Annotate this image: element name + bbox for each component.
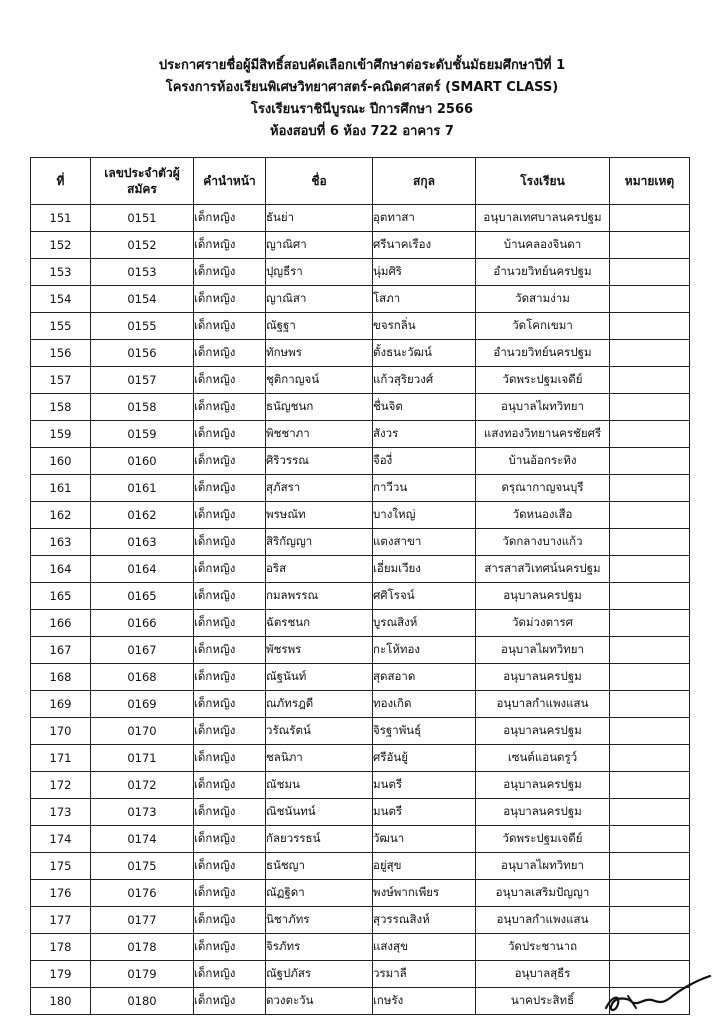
cell-first-name: พัชรพร: [266, 637, 373, 664]
cell-applicant-id: 0179: [91, 961, 194, 988]
cell-last-name: วรมาลี: [373, 961, 476, 988]
cell-prefix: เด็กหญิง: [194, 556, 266, 583]
cell-no: 169: [31, 691, 91, 718]
cell-no: 155: [31, 313, 91, 340]
cell-last-name: ชื่นจิต: [373, 394, 476, 421]
table-row: [31, 394, 690, 421]
cell-last-name: จิรฐาพันธุ์: [373, 718, 476, 745]
cell-prefix: เด็กหญิง: [194, 232, 266, 259]
cell-applicant-id: 0172: [91, 772, 194, 799]
cell-note: [610, 745, 690, 772]
column-header-note: หมายเหตุ: [610, 158, 690, 205]
cell-applicant-id: 0159: [91, 421, 194, 448]
cell-no: 160: [31, 448, 91, 475]
cell-applicant-id: 0152: [91, 232, 194, 259]
cell-note: [610, 367, 690, 394]
cell-first-name: ปุญธีรา: [266, 259, 373, 286]
cell-applicant-id: 0171: [91, 745, 194, 772]
cell-note: [610, 205, 690, 232]
cell-applicant-id: 0156: [91, 340, 194, 367]
cell-last-name: ทองเกิด: [373, 691, 476, 718]
column-header-first-name: ชื่อ: [266, 158, 373, 205]
cell-school: วัดม่วงตารศ: [476, 610, 610, 637]
table-row: [31, 691, 690, 718]
cell-first-name: ทักษพร: [266, 340, 373, 367]
table-row: [31, 529, 690, 556]
cell-last-name: แตงสาขา: [373, 529, 476, 556]
cell-prefix: เด็กหญิง: [194, 934, 266, 961]
cell-prefix: เด็กหญิง: [194, 340, 266, 367]
cell-note: [610, 583, 690, 610]
cell-no: 177: [31, 907, 91, 934]
cell-first-name: ฉัตรชนก: [266, 610, 373, 637]
column-header-applicant-id: เลขประจำตัวผู้สมัคร: [91, 158, 194, 205]
cell-applicant-id: 0154: [91, 286, 194, 313]
cell-school: นาคประสิทธิ์: [476, 988, 610, 1015]
cell-prefix: เด็กหญิง: [194, 961, 266, 988]
cell-last-name: อุตทาสา: [373, 205, 476, 232]
table-row: [31, 556, 690, 583]
cell-first-name: ณิชนันทน์: [266, 799, 373, 826]
cell-school: วัดสามง่าม: [476, 286, 610, 313]
cell-school: วัดพระปฐมเจดีย์: [476, 367, 610, 394]
cell-note: [610, 934, 690, 961]
cell-school: อนุบาลนครปฐม: [476, 772, 610, 799]
cell-applicant-id: 0164: [91, 556, 194, 583]
cell-note: [610, 853, 690, 880]
cell-prefix: เด็กหญิง: [194, 988, 266, 1015]
cell-first-name: ศิริวรรณ: [266, 448, 373, 475]
table-row: [31, 880, 690, 907]
cell-no: 170: [31, 718, 91, 745]
cell-school: อนุบาลเทศบาลนครปฐม: [476, 205, 610, 232]
cell-school: อนุบาลไผทวิทยา: [476, 637, 610, 664]
cell-no: 152: [31, 232, 91, 259]
cell-first-name: ณภัทรฎดี: [266, 691, 373, 718]
cell-prefix: เด็กหญิง: [194, 205, 266, 232]
table-header-row: [31, 158, 690, 205]
table-row: [31, 286, 690, 313]
cell-last-name: ศรีนาคเรือง: [373, 232, 476, 259]
cell-note: [610, 529, 690, 556]
table-row: [31, 232, 690, 259]
cell-last-name: แก้วสุริยวงศ์: [373, 367, 476, 394]
cell-last-name: บางใหญ่: [373, 502, 476, 529]
cell-prefix: เด็กหญิง: [194, 529, 266, 556]
heading-line-3: โรงเรียนราชินีบูรณะ ปีการศึกษา 2566: [250, 102, 474, 117]
cell-note: [610, 394, 690, 421]
cell-applicant-id: 0167: [91, 637, 194, 664]
table-body: [31, 205, 690, 1015]
cell-school: วัดประชานาถ: [476, 934, 610, 961]
cell-school: แสงทองวิทยานครชัยศรี: [476, 421, 610, 448]
cell-no: 161: [31, 475, 91, 502]
cell-prefix: เด็กหญิง: [194, 421, 266, 448]
cell-applicant-id: 0163: [91, 529, 194, 556]
cell-no: 172: [31, 772, 91, 799]
cell-note: [610, 907, 690, 934]
cell-school: อำนวยวิทย์นครปฐม: [476, 340, 610, 367]
cell-no: 162: [31, 502, 91, 529]
cell-first-name: พิชชาภา: [266, 421, 373, 448]
cell-applicant-id: 0158: [91, 394, 194, 421]
cell-applicant-id: 0151: [91, 205, 194, 232]
cell-applicant-id: 0165: [91, 583, 194, 610]
cell-last-name: พงษ์พากเพียร: [373, 880, 476, 907]
cell-note: [610, 772, 690, 799]
cell-note: [610, 475, 690, 502]
cell-last-name: สังวร: [373, 421, 476, 448]
cell-last-name: โสภา: [373, 286, 476, 313]
cell-school: อนุบาลนครปฐม: [476, 583, 610, 610]
cell-last-name: เกษรัง: [373, 988, 476, 1015]
cell-prefix: เด็กหญิง: [194, 826, 266, 853]
cell-note: [610, 313, 690, 340]
cell-no: 151: [31, 205, 91, 232]
cell-last-name: ศศิโรจน์: [373, 583, 476, 610]
cell-applicant-id: 0169: [91, 691, 194, 718]
cell-note: [610, 799, 690, 826]
signature-image: [598, 972, 718, 1024]
cell-first-name: ธนัชญา: [266, 853, 373, 880]
cell-applicant-id: 0176: [91, 880, 194, 907]
heading-line-1: ประกาศรายชื่อผู้มีสิทธิ์สอบคัดเลือกเข้าศึกษาต่อระดับชั้นมัธยมศึกษาปีที่ 1: [158, 58, 566, 73]
cell-no: 176: [31, 880, 91, 907]
cell-last-name: แสงสุข: [373, 934, 476, 961]
cell-note: [610, 421, 690, 448]
table-row: [31, 475, 690, 502]
cell-applicant-id: 0178: [91, 934, 194, 961]
cell-first-name: ดวงตะวัน: [266, 988, 373, 1015]
cell-no: 174: [31, 826, 91, 853]
table-row: [31, 583, 690, 610]
cell-no: 178: [31, 934, 91, 961]
cell-prefix: เด็กหญิง: [194, 259, 266, 286]
cell-applicant-id: 0162: [91, 502, 194, 529]
cell-first-name: กมลพรรณ: [266, 583, 373, 610]
cell-note: [610, 880, 690, 907]
cell-prefix: เด็กหญิง: [194, 583, 266, 610]
cell-no: 173: [31, 799, 91, 826]
cell-note: [610, 826, 690, 853]
table-row: [31, 772, 690, 799]
table-row: [31, 340, 690, 367]
column-header-school: โรงเรียน: [476, 158, 610, 205]
cell-school: อนุบาลนครปฐม: [476, 799, 610, 826]
cell-school: วัดโคกเขมา: [476, 313, 610, 340]
column-header-last-name: สกุล: [373, 158, 476, 205]
cell-last-name: มนตรี: [373, 799, 476, 826]
cell-no: 164: [31, 556, 91, 583]
cell-applicant-id: 0175: [91, 853, 194, 880]
cell-note: [610, 448, 690, 475]
cell-last-name: จืองี่: [373, 448, 476, 475]
cell-no: 165: [31, 583, 91, 610]
table-row: [31, 745, 690, 772]
cell-prefix: เด็กหญิง: [194, 880, 266, 907]
cell-no: 154: [31, 286, 91, 313]
heading-line-4: ห้องสอบที่ 6 ห้อง 722 อาคาร 7: [270, 124, 454, 139]
cell-last-name: สุวรรณสิงห์: [373, 907, 476, 934]
cell-first-name: สิริกัญญา: [266, 529, 373, 556]
cell-school: บ้านอ้อกระทิง: [476, 448, 610, 475]
cell-no: 175: [31, 853, 91, 880]
cell-school: อนุบาลนครปฐม: [476, 718, 610, 745]
cell-last-name: บูรณสิงห์: [373, 610, 476, 637]
table-row: [31, 718, 690, 745]
cell-school: อนุบาลสุธีร: [476, 961, 610, 988]
cell-prefix: เด็กหญิง: [194, 907, 266, 934]
cell-prefix: เด็กหญิง: [194, 475, 266, 502]
cell-prefix: เด็กหญิง: [194, 394, 266, 421]
cell-no: 180: [31, 988, 91, 1015]
cell-prefix: เด็กหญิง: [194, 448, 266, 475]
table-row: [31, 853, 690, 880]
cell-prefix: เด็กหญิง: [194, 286, 266, 313]
cell-first-name: ญาณิศา: [266, 232, 373, 259]
cell-no: 159: [31, 421, 91, 448]
cell-note: [610, 691, 690, 718]
cell-first-name: ณัฐนันท์: [266, 664, 373, 691]
column-header-prefix: คำนำหน้า: [194, 158, 266, 205]
heading-line-2: โครงการห้องเรียนพิเศษวิทยาศาสตร์-คณิตศาสตร์ (SMART CLASS): [165, 80, 559, 95]
table-row: [31, 367, 690, 394]
cell-no: 163: [31, 529, 91, 556]
table-row: [31, 934, 690, 961]
table-row: [31, 259, 690, 286]
table-row: [31, 826, 690, 853]
cell-last-name: อยู่สุข: [373, 853, 476, 880]
cell-prefix: เด็กหญิง: [194, 772, 266, 799]
table-row: [31, 421, 690, 448]
cell-first-name: นิชาภัทร: [266, 907, 373, 934]
cell-first-name: ณัฐปภัสร: [266, 961, 373, 988]
cell-prefix: เด็กหญิง: [194, 691, 266, 718]
cell-applicant-id: 0161: [91, 475, 194, 502]
cell-first-name: ชุติกาญจน์: [266, 367, 373, 394]
cell-note: [610, 637, 690, 664]
cell-first-name: วรัณรัตน์: [266, 718, 373, 745]
cell-school: ดรุณากาญจนบุรี: [476, 475, 610, 502]
table-row: [31, 907, 690, 934]
cell-school: อนุบาลนครปฐม: [476, 664, 610, 691]
table-row: [31, 799, 690, 826]
table-row: [31, 664, 690, 691]
cell-school: วัดหนองเสือ: [476, 502, 610, 529]
cell-applicant-id: 0166: [91, 610, 194, 637]
cell-note: [610, 286, 690, 313]
cell-school: วัดกลางบางแก้ว: [476, 529, 610, 556]
cell-applicant-id: 0180: [91, 988, 194, 1015]
table-row: [31, 448, 690, 475]
cell-school: สารสาสวิเทศน์นครปฐม: [476, 556, 610, 583]
cell-applicant-id: 0173: [91, 799, 194, 826]
cell-note: [610, 610, 690, 637]
cell-no: 168: [31, 664, 91, 691]
cell-note: [610, 718, 690, 745]
cell-last-name: นุ่มศิริ: [373, 259, 476, 286]
cell-prefix: เด็กหญิง: [194, 610, 266, 637]
cell-first-name: ณัฐฐา: [266, 313, 373, 340]
cell-last-name: ศรีอันยู้: [373, 745, 476, 772]
cell-school: อำนวยวิทย์นครปฐม: [476, 259, 610, 286]
cell-school: บ้านคลองจินดา: [476, 232, 610, 259]
cell-school: วัดพระปฐมเจดีย์: [476, 826, 610, 853]
cell-first-name: จิรภัทร: [266, 934, 373, 961]
cell-prefix: เด็กหญิง: [194, 718, 266, 745]
cell-applicant-id: 0153: [91, 259, 194, 286]
table-row: [31, 205, 690, 232]
cell-school: อนุบาลไผทวิทยา: [476, 394, 610, 421]
cell-school: เซนต์แอนดรูว์: [476, 745, 610, 772]
cell-prefix: เด็กหญิง: [194, 745, 266, 772]
cell-first-name: พรษณัท: [266, 502, 373, 529]
table-row: [31, 502, 690, 529]
cell-note: [610, 259, 690, 286]
cell-last-name: สุดสอาด: [373, 664, 476, 691]
cell-note: [610, 340, 690, 367]
cell-applicant-id: 0170: [91, 718, 194, 745]
cell-prefix: เด็กหญิง: [194, 502, 266, 529]
cell-first-name: ญาณิสา: [266, 286, 373, 313]
cell-last-name: เอี่ยมเวียง: [373, 556, 476, 583]
cell-applicant-id: 0160: [91, 448, 194, 475]
cell-applicant-id: 0155: [91, 313, 194, 340]
cell-first-name: อริส: [266, 556, 373, 583]
cell-first-name: สุภัสรา: [266, 475, 373, 502]
table-row: [31, 637, 690, 664]
cell-first-name: ชลนิภา: [266, 745, 373, 772]
cell-first-name: กัลยวรรธน์: [266, 826, 373, 853]
cell-last-name: กาวีวน: [373, 475, 476, 502]
cell-no: 156: [31, 340, 91, 367]
cell-first-name: ณัชมน: [266, 772, 373, 799]
cell-prefix: เด็กหญิง: [194, 664, 266, 691]
cell-last-name: วัฒนา: [373, 826, 476, 853]
table-row: [31, 961, 690, 988]
cell-prefix: เด็กหญิง: [194, 799, 266, 826]
cell-note: [610, 232, 690, 259]
cell-no: 167: [31, 637, 91, 664]
table-row: [31, 313, 690, 340]
candidate-table: [30, 157, 690, 1015]
cell-note: [610, 556, 690, 583]
cell-first-name: ธนัญชนก: [266, 394, 373, 421]
cell-applicant-id: 0174: [91, 826, 194, 853]
cell-prefix: เด็กหญิง: [194, 367, 266, 394]
cell-no: 153: [31, 259, 91, 286]
cell-school: อนุบาลไผทวิทยา: [476, 853, 610, 880]
cell-school: อนุบาลกำแพงแสน: [476, 691, 610, 718]
cell-last-name: ขจรกลิ่น: [373, 313, 476, 340]
cell-school: อนุบาลเสริมปัญญา: [476, 880, 610, 907]
column-header-no: ที่: [31, 158, 91, 205]
cell-first-name: ธันย่า: [266, 205, 373, 232]
cell-applicant-id: 0177: [91, 907, 194, 934]
cell-school: อนุบาลกำแพงแสน: [476, 907, 610, 934]
cell-first-name: ณัฏฐิดา: [266, 880, 373, 907]
cell-prefix: เด็กหญิง: [194, 637, 266, 664]
cell-prefix: เด็กหญิง: [194, 853, 266, 880]
cell-last-name: ตั้งธนะวัฒน์: [373, 340, 476, 367]
cell-no: 166: [31, 610, 91, 637]
cell-last-name: มนตรี: [373, 772, 476, 799]
cell-no: 157: [31, 367, 91, 394]
cell-applicant-id: 0168: [91, 664, 194, 691]
cell-no: 158: [31, 394, 91, 421]
table-row: [31, 988, 690, 1015]
cell-no: 171: [31, 745, 91, 772]
table-row: [31, 610, 690, 637]
document-heading: [0, 55, 724, 143]
cell-note: [610, 502, 690, 529]
cell-applicant-id: 0157: [91, 367, 194, 394]
cell-note: [610, 664, 690, 691]
cell-no: 179: [31, 961, 91, 988]
cell-prefix: เด็กหญิง: [194, 313, 266, 340]
cell-last-name: กะโห้ทอง: [373, 637, 476, 664]
